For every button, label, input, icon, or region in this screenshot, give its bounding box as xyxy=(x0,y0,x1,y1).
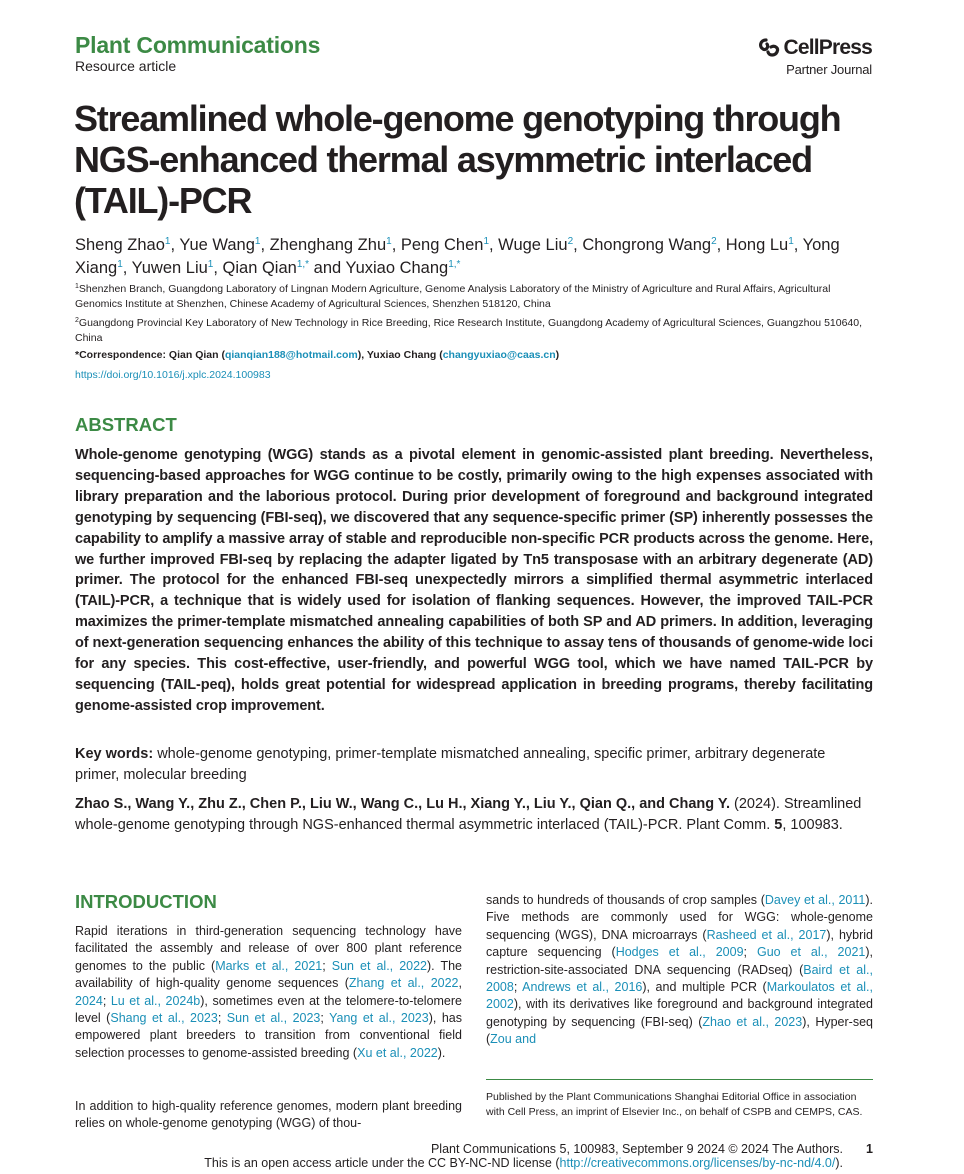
author-separator: , xyxy=(716,236,726,254)
body-text: Rapid iterations in third-generation sequencing technology have facilitated the assembly and release of over 800 plant reference genomes to the public ( xyxy=(75,924,462,973)
body-text: ), and multiple PCR ( xyxy=(642,980,767,995)
page-number: 1 xyxy=(866,1142,873,1156)
intro-paragraph-1 xyxy=(75,923,462,1062)
reference-link[interactable]: Xu et al., 2022 xyxy=(357,1045,438,1060)
footnote-divider xyxy=(486,1079,873,1080)
logo-subtitle: Partner Journal xyxy=(786,62,872,77)
body-text: ), Hyper-seq ( xyxy=(486,1014,873,1047)
author-name: Hong Lu xyxy=(725,236,789,254)
author-separator: , xyxy=(122,259,132,277)
body-text: ). The availability of high-quality genome sequences ( xyxy=(75,958,462,991)
author-name: Yuxiao Chang xyxy=(345,259,449,277)
reference-link[interactable]: Davey et al., 2011 xyxy=(764,893,866,907)
author-affiliation-marker[interactable]: 1 xyxy=(117,259,123,270)
citation-article: , 100983. xyxy=(782,817,843,833)
body-text: ), sometimes even at the telomere-to-telomere level ( xyxy=(75,993,463,1026)
license-text-post: ). xyxy=(835,1156,843,1170)
author-name: Wuge Liu xyxy=(498,236,568,254)
journal-name: Plant Communications xyxy=(75,32,321,58)
author-affiliation-marker[interactable]: 1 xyxy=(788,236,794,247)
affiliation-number: 2 xyxy=(75,317,79,324)
body-text: ). xyxy=(437,1045,446,1060)
body-text: ), has empowered plant breeders to transition from conventional field selection processes to genome-assisted breeding ( xyxy=(75,1011,462,1060)
correspondence-mid: ), Yuxiao Chang ( xyxy=(357,349,443,361)
reference-link[interactable]: Markoulatos et al., 2002 xyxy=(486,980,873,1012)
reference-link[interactable]: Guo et al., 2021 xyxy=(756,945,866,960)
author-name: Sheng Zhao xyxy=(75,236,165,254)
affiliation-number: 1 xyxy=(75,283,79,290)
reference-link[interactable]: Yang et al., 2023 xyxy=(329,1011,429,1026)
body-text: sands to hundreds of thousands of crop samples ( xyxy=(486,893,765,907)
affiliation-1 xyxy=(75,282,875,312)
author-name: Yue Wang xyxy=(179,236,255,254)
cellpress-logo xyxy=(757,36,872,77)
reference-link[interactable]: Lu et al., 2024b xyxy=(110,993,201,1008)
author-separator: , xyxy=(213,259,223,277)
author-affiliation-marker[interactable]: 2 xyxy=(711,236,717,247)
reference-link[interactable]: Zou and xyxy=(490,1032,537,1047)
article-title: Streamlined whole-genome genotyping through NGS-enhanced thermal asymmetric interlaced (TAIL)-PCR xyxy=(74,98,841,221)
license-text-pre: This is an open access article under the CC BY-NC-ND license ( xyxy=(204,1156,560,1170)
footer-journal-info: Plant Communications 5, 100983, September 9 2024 © 2024 The Authors. xyxy=(430,1142,843,1156)
author-affiliation-marker[interactable]: 1 xyxy=(483,236,489,247)
intro-paragraph-3 xyxy=(486,892,873,1049)
author-affiliation-marker[interactable]: 1 xyxy=(207,259,214,270)
doi-link[interactable]: https://doi.org/10.1016/j.xplc.2024.100983 xyxy=(75,369,271,381)
abstract-text: Whole-genome genotyping (WGG) stands as a pivotal element in genomic-assisted plant breeding. Nevertheless, sequencing-based approaches for WGG continue to be costly, primarily owing to the high expenses associated with library preparation and the laborious protocol. During prior development of foreground and background integrated genotyping by sequencing (FBI-seq), we discovered that any sequence-specific primer (SP) inherently possesses the capability to amplify a massive array of stable and reproducible non-specific PCR products across the genome. Here, we further improved FBI-seq by replacing the adapter ligated by Tn5 transposase with an arbitrary degenerate (AD) primer. The protocol for the enhanced FBI-seq unexpectedly mirrors a simplified thermal asymmetric interlaced (TAIL)-PCR, a technique that is widely used for isolation of flanking sequences. However, the improved TAIL-PCR maximizes the primer-template mismatched annealing capabilities of both SP and AD primers. In addition, leveraging of next-generation sequencing enhances the ability of this technique to assay tens of thousands of genome-wide loci for any species. This cost-effective, user-friendly, and powerful WGG tool, which we have named TAIL-PCR by sequencing (TAIL-peq), holds great potential for widespread application in breeding programs, thereby facilitating genome-assisted crop improvement. xyxy=(75,447,873,714)
author-affiliation-marker[interactable]: 1 xyxy=(254,236,261,247)
license-link[interactable]: http://creativecommons.org/licenses/by-nc-nd/4.0/ xyxy=(559,1156,836,1170)
affiliation-text: Shenzhen Branch, Guangdong Laboratory of Lingnan Modern Agriculture, Genome Analysis Laboratory of the Ministry of Agriculture and Rural Affairs, Agricultural Genomics Institute at Shenzhen, Chinese Academy of Agricultural Sciences, Shenzhen 518120, China xyxy=(75,283,831,310)
page-footer xyxy=(75,1142,873,1157)
body-text: ; xyxy=(322,958,332,973)
author-separator: and xyxy=(309,259,346,277)
intro-paragraph-2 xyxy=(75,1098,462,1133)
body-text: ; xyxy=(320,1011,330,1026)
keywords-text: whole-genome genotyping, primer-template mismatched annealing, specific primer, arbitrary degenerate primer, molecular breeding xyxy=(75,746,826,783)
reference-link[interactable]: Zhang et al., 2022 xyxy=(348,976,459,991)
author-separator: , xyxy=(260,236,270,254)
keywords xyxy=(75,744,873,786)
author-name: Zhenghang Zhu xyxy=(269,236,387,254)
author-name: Yuwen Liu xyxy=(131,259,208,277)
introduction-heading: INTRODUCTION xyxy=(75,891,217,912)
reference-link[interactable]: Andrews et al., 2016 xyxy=(522,980,643,995)
citation xyxy=(75,794,873,836)
correspondence xyxy=(75,349,559,361)
author-affiliation-marker[interactable]: 2 xyxy=(567,236,574,247)
body-text: ), restriction-site-associated DNA sequencing (RADseq) ( xyxy=(486,945,873,977)
email-link-2[interactable]: changyuxiao@caas.cn xyxy=(442,349,556,361)
reference-link[interactable]: Rasheed et al., 2017 xyxy=(706,927,827,942)
body-text: In addition to high-quality reference genomes, modern plant breeding relies on whole-genome genotyping (WGG) of thou- xyxy=(75,1099,462,1131)
author-affiliation-marker[interactable]: 1,* xyxy=(296,259,310,270)
license-line xyxy=(75,1156,843,1171)
author-separator: , xyxy=(489,236,499,254)
publisher-note: Published by the Plant Communications Shanghai Editorial Office in association with Cell Press, an imprint of Elsevier Inc., on behalf of CSPB and CEMPS, CAS. xyxy=(486,1091,863,1118)
author-affiliation-marker[interactable]: 1 xyxy=(386,236,392,247)
reference-link[interactable]: Sun et al., 2022 xyxy=(331,958,428,973)
reference-link[interactable]: Hodges et al., 2009 xyxy=(615,945,744,960)
author-separator: , xyxy=(573,236,583,254)
body-text: , xyxy=(458,976,462,991)
correspondence-label: *Correspondence: Qian Qian ( xyxy=(75,349,225,361)
body-text: ; xyxy=(513,980,523,995)
author-name: Qian Qian xyxy=(222,259,297,277)
citation-title: Streamlined whole-genome genotyping through NGS-enhanced thermal asymmetric interlaced (TAIL)-PCR. Plant Comm. xyxy=(75,796,862,833)
body-text: ; xyxy=(217,1011,227,1026)
correspondence-end: ) xyxy=(555,349,560,361)
author-affiliation-marker[interactable]: 1,* xyxy=(448,259,461,270)
body-text: ), with its derivatives like foreground and background integrated genotyping by sequencing (FBI-seq) ( xyxy=(486,997,873,1029)
citation-authors: Zhao S., Wang Y., Zhu Z., Chen P., Liu W., Wang C., Lu H., Xiang Y., Liu Y., Qian Q., and Chang Y. xyxy=(75,796,730,812)
author-separator: , xyxy=(170,236,180,254)
author-separator: , xyxy=(793,236,803,254)
reference-link[interactable]: Baird et al., 2008 xyxy=(486,962,873,995)
reference-link[interactable]: Sun et al., 2023 xyxy=(226,1011,321,1026)
reference-link[interactable]: 2024 xyxy=(75,993,103,1008)
keywords-label: Key words: xyxy=(75,746,154,762)
citation-volume: 5 xyxy=(774,817,783,833)
author-affiliation-marker[interactable]: 1 xyxy=(164,236,171,247)
body-text: ; xyxy=(102,993,111,1008)
cellpress-swirl-icon xyxy=(757,37,781,59)
reference-link[interactable]: Shang et al., 2023 xyxy=(110,1011,218,1026)
citation-year: (2024). xyxy=(729,796,780,812)
body-text: ; xyxy=(743,945,757,960)
author-name: Chongrong Wang xyxy=(582,236,712,254)
author-list xyxy=(75,234,875,280)
affiliation-2 xyxy=(75,316,875,346)
affiliation-text: Guangdong Provincial Key Laboratory of New Technology in Rice Breeding, Rice Research Institute, Guangdong Academy of Agricultural Sciences, Guangzhou 510640, China xyxy=(75,317,863,344)
email-link-1[interactable]: qianqian188@hotmail.com xyxy=(224,349,358,361)
reference-link[interactable]: Marks et al., 2021 xyxy=(215,958,323,973)
author-name: Peng Chen xyxy=(400,236,484,254)
author-separator: , xyxy=(391,236,401,254)
body-text: ). Five methods are commonly used for WGG: whole-genome sequencing (WGS), DNA microarrays ( xyxy=(486,893,873,942)
abstract-heading: ABSTRACT xyxy=(75,414,177,435)
reference-link[interactable]: Zhao et al., 2023 xyxy=(702,1014,803,1029)
logo-text: CellPress xyxy=(783,36,872,59)
author-name: Yong Xiang xyxy=(75,236,840,277)
body-text: ), hybrid capture sequencing ( xyxy=(486,927,874,960)
article-type: Resource article xyxy=(75,58,177,74)
